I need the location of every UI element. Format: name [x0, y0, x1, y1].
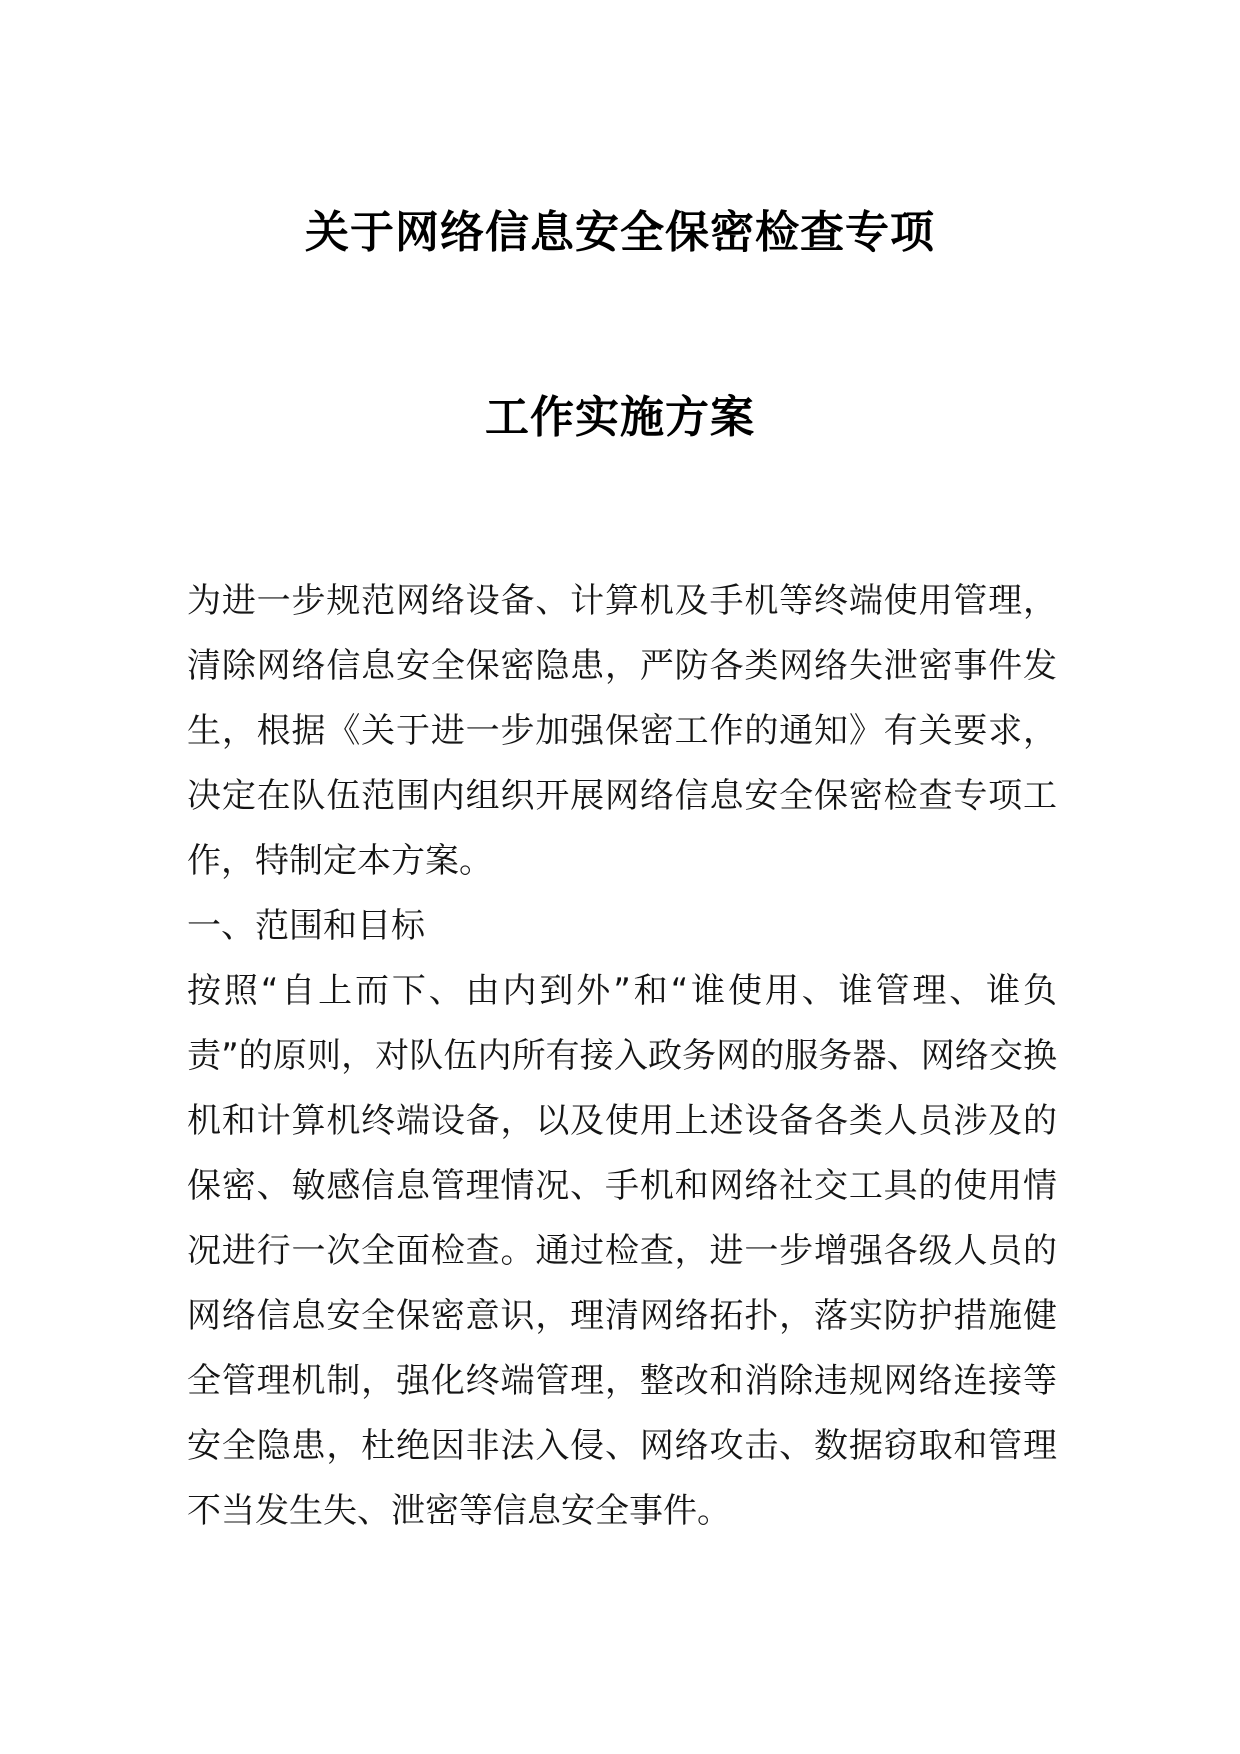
document-body — [187, 569, 1057, 1544]
section-heading-scope: 一、范围和目标 — [187, 906, 425, 946]
document-title-line-1: 关于网络信息安全保密检查专项 — [305, 207, 935, 258]
scope-paragraph: 按照“自上而下、由内到外”和“谁使用、谁管理、谁负责”的原则，对队伍内所有接入政务网的服务器、网络交换机和计算机终端设备，以及使用上述设备各类人员涉及的保密、敏感信息管理情况、手机和网络社交工具的使用情况进行一次全面检查。通过检查，进一步增强各级人员的网络信息安全保密意识，理清网络拓扑，落实防护措施健全管理机制，强化终端管理，整改和消除违规网络连接等安全隐患，杜绝因非法入侵、网络攻击、数据窃取和管理不当发生失、泄密等信息安全事件。 — [187, 971, 1057, 1531]
document-title-line-2: 工作实施方案 — [485, 392, 755, 443]
intro-paragraph: 为进一步规范网络设备、计算机及手机等终端使用管理，清除网络信息安全保密隐患，严防各类网络失泄密事件发生，根据《关于进一步加强保密工作的通知》有关要求，决定在队伍范围内组织开展网络信息安全保密检查专项工作，特制定本方案。 — [187, 581, 1057, 881]
